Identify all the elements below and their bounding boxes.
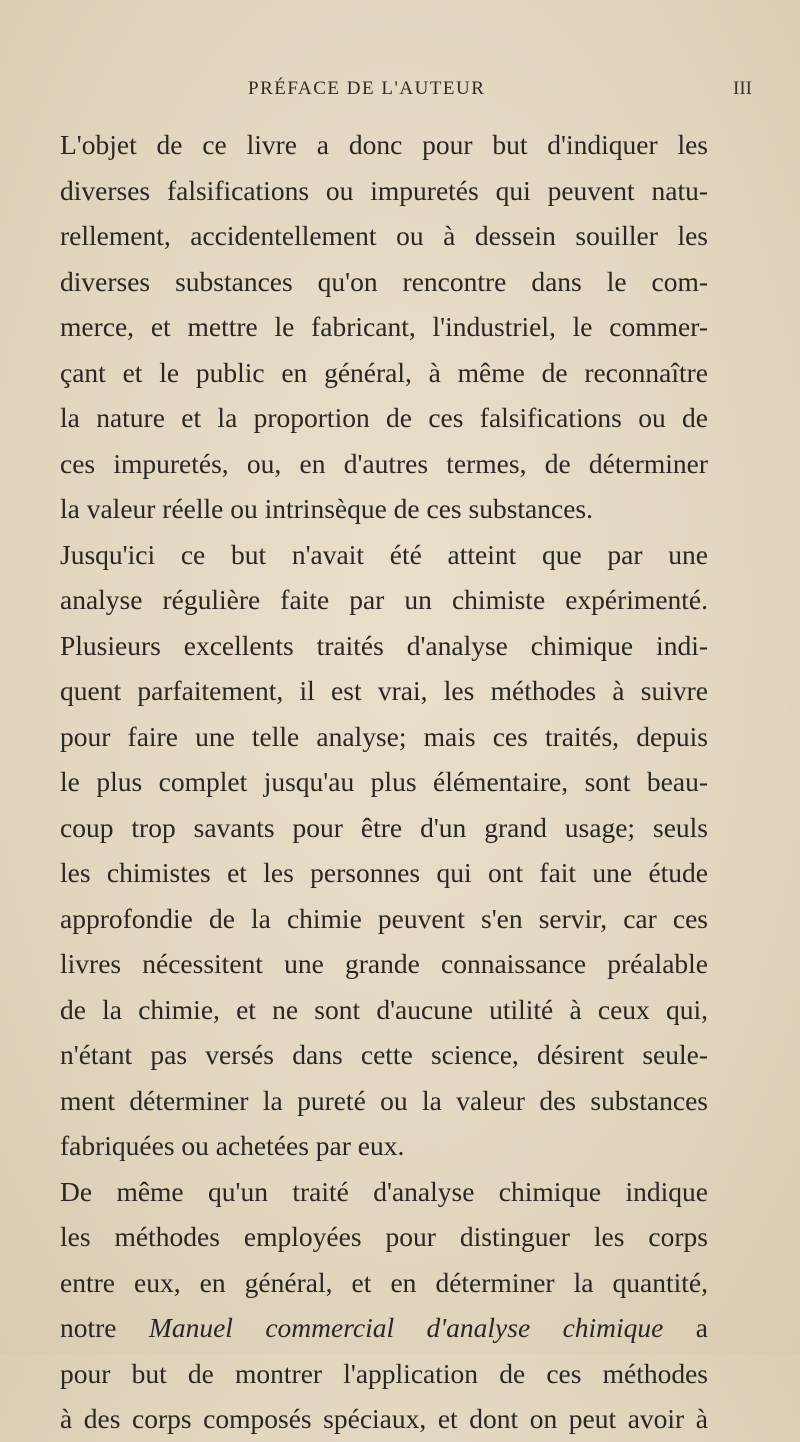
running-title: PRÉFACE DE L'AUTEUR — [248, 78, 486, 99]
text-fragment: a — [663, 1312, 708, 1343]
text-line: rellement, accidentellement ou à dessein souiller les — [60, 220, 708, 251]
text-line: la nature et la proportion de ces falsifications ou de — [60, 402, 708, 433]
text-line: analyse régulière faite par un chimiste expérimenté. — [60, 584, 708, 615]
text-line: ment déterminer la pureté ou la valeur des substances — [60, 1084, 708, 1116]
text-line: les méthodes employées pour distinguer les corps — [60, 1221, 708, 1252]
text-fragment: notre — [60, 1312, 149, 1343]
book-title: Manuel commercial d'analyse chimique — [148, 1312, 664, 1343]
text-line: n'étant pas versés dans cette science, désirent seule- — [60, 1039, 708, 1070]
text-line: Plusieurs excellents traités d'analyse chimique indi- — [60, 629, 708, 661]
page-number: III — [733, 78, 752, 99]
text-line: le plus complet jusqu'au plus élémentaire, sont beau- — [60, 766, 708, 797]
text-line: entre eux, en général, et en déterminer la quantité, — [60, 1266, 708, 1298]
text-line: fabriquées ou achetées par eux. — [60, 1130, 405, 1161]
text-line: diverses substances qu'on rencontre dans le com- — [60, 265, 708, 297]
text-line: Jusqu'ici ce but n'avait été atteint que par une — [60, 538, 708, 570]
text-line: livres nécessitent une grande connaissance préalable — [60, 948, 708, 979]
text-line: approfondie de la chimie peuvent s'en servir, car ces — [60, 902, 708, 934]
text-line: la valeur réelle ou intrinsèque de ces substances. — [60, 493, 593, 524]
text-line: diverses falsifications ou impuretés qui peuvent natu- — [60, 174, 708, 206]
body-text — [60, 122, 708, 1442]
text-line: pour but de montrer l'application de ces méthodes — [60, 1357, 708, 1389]
running-head — [60, 78, 752, 106]
text-line: les chimistes et les personnes qui ont fait une étude — [60, 857, 708, 888]
text-line: coup trop savants pour être d'un grand usage; seuls — [60, 811, 708, 843]
text-line: merce, et mettre le fabricant, l'industriel, le commer- — [60, 311, 708, 342]
text-line: pour faire une telle analyse; mais ces traités, depuis — [60, 720, 708, 752]
text-line: De même qu'un traité d'analyse chimique indique — [60, 1175, 708, 1207]
text-line: ces impuretés, ou, en d'autres termes, de déterminer — [60, 447, 708, 479]
text-line: çant et le public en général, à même de reconnaître — [60, 356, 708, 388]
text-line: de la chimie, et ne sont d'aucune utilité à ceux qui, — [60, 993, 708, 1025]
text-line: quent parfaitement, il est vrai, les méthodes à suivre — [60, 675, 708, 706]
text-line: à des corps composés spéciaux, et dont on peut avoir à — [60, 1403, 708, 1434]
text-line: L'objet de ce livre a donc pour but d'indiquer les — [60, 129, 708, 160]
text-line-with-title — [60, 1305, 708, 1351]
